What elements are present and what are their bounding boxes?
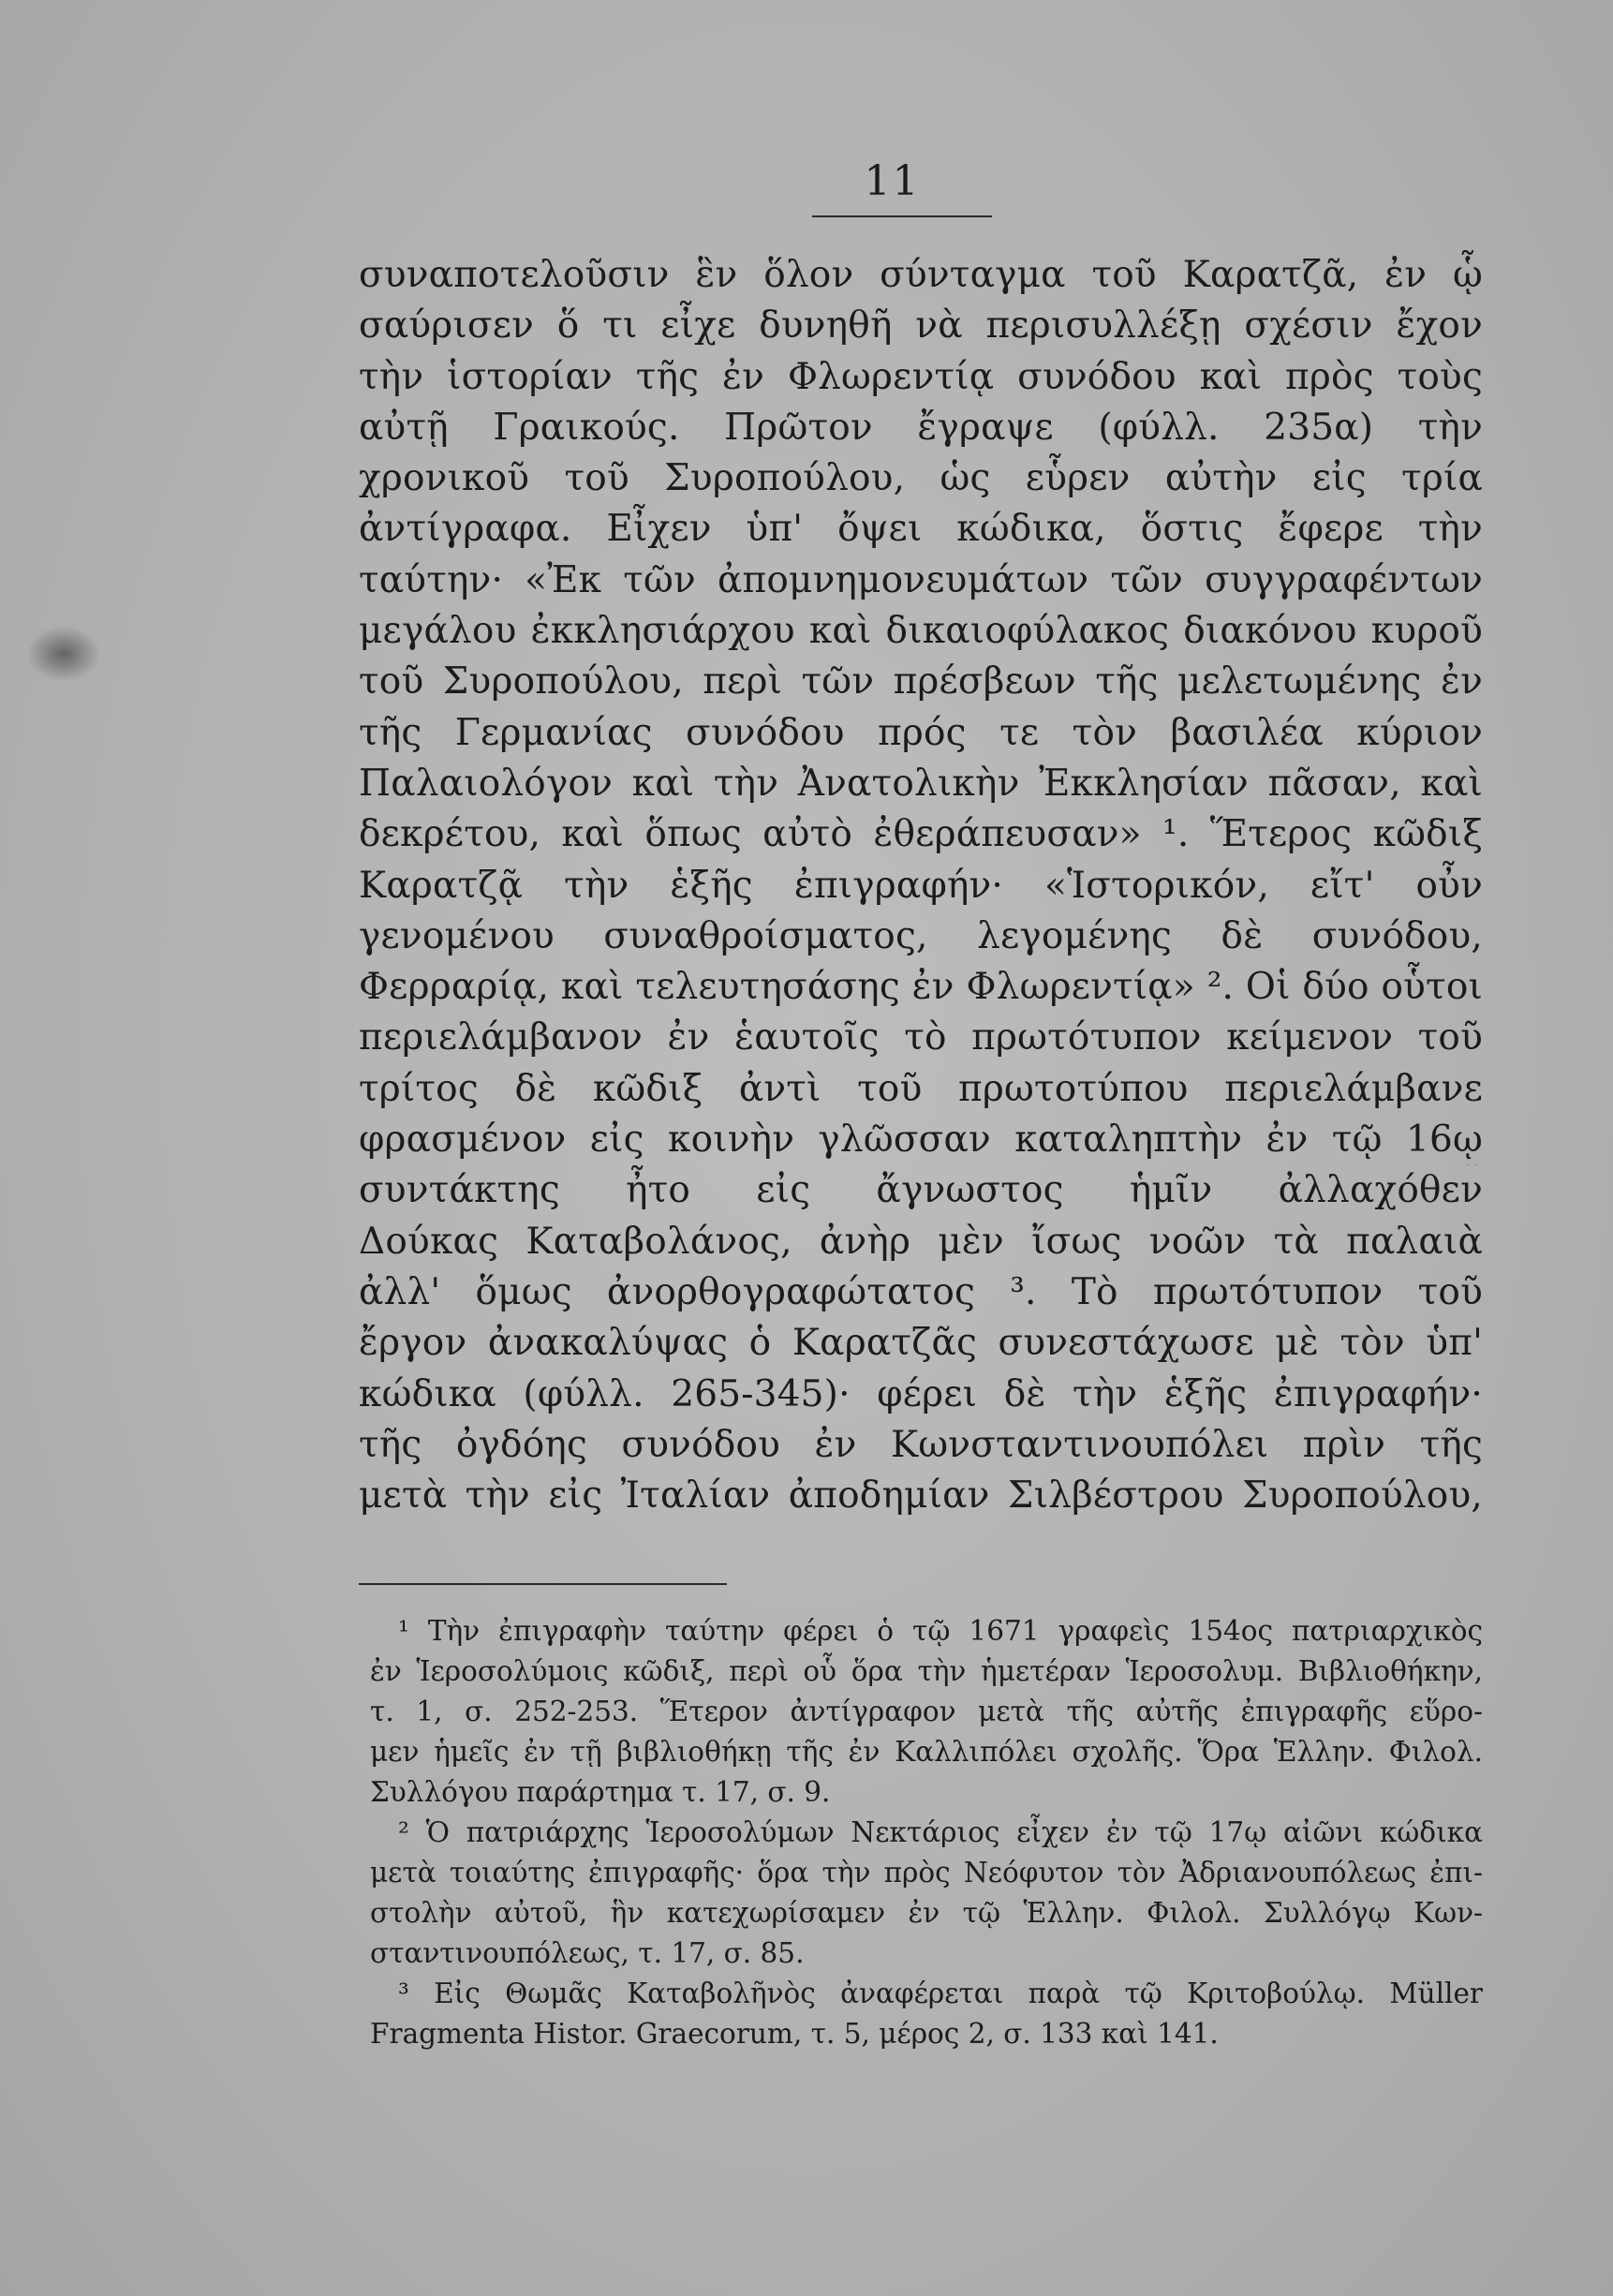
- footnote-line: μεν ἡμεῖς ἐν τῇ βιβλιοθήκῃ τῆς ἐν Καλλιπόλει σχολῆς. Ὅρα Ἑλλην. Φιλολ.: [370, 1736, 1483, 1768]
- footnote-line: τ. 1, σ. 252-253. Ἕτερον ἀντίγραφον μετὰ τῆς αὐτῆς ἐπιγραφῆς εὕρο-: [370, 1696, 1483, 1727]
- footnote-line: στολὴν αὐτοῦ, ἣν κατεχωρίσαμεν ἐν τῷ Ἑλλην. Φιλολ. Συλλόγῳ Κων-: [370, 1897, 1483, 1929]
- body-line: τρίτος δὲ κῶδιξ ἀντὶ τοῦ πρωτοτύπου περιελάμβανε: [359, 1067, 1483, 1110]
- body-line: Παλαιολόγον καὶ τὴν Ἀνατολικὴν Ἐκκλησίαν πᾶσαν, καὶ: [359, 762, 1483, 805]
- body-line: φρασμένον εἰς κοινὴν γλῶσσαν καταληπτὴν ἐν τῷ 16ῳ: [359, 1118, 1483, 1162]
- body-line: σαύρισεν ὅ τι εἶχε δυνηθῆ νὰ περισυλλέξῃ σχέσιν ἔχον: [359, 304, 1483, 348]
- body-line: δεκρέτου, καὶ ὅπως αὐτὸ ἐθεράπευσαν» ¹. Ἕτερος κῶδιξ: [359, 813, 1483, 856]
- body-line: συναποτελοῦσιν ἓν ὅλον σύνταγμα τοῦ Καρατζᾶ, ἐν ᾧ: [359, 254, 1483, 296]
- body-line: ἀλλ' ὅμως ἀνορθογραφώτατος ³. Τὸ πρωτότυπον τοῦ: [359, 1270, 1483, 1313]
- footnote-line: ¹ Τὴν ἐπιγραφὴν ταύτην φέρει ὁ τῷ 1671 γραφεὶς 154ος πατριαρχικὸς: [398, 1615, 1483, 1647]
- body-line: τῆς Γερμανίας συνόδου πρός τε τὸν βασιλέα κύριον: [359, 711, 1483, 754]
- body-line: μεγάλου ἐκκλησιάρχου καὶ δικαιοφύλακος διακόνου κυροῦ: [359, 610, 1483, 653]
- footnote-line: ² Ὁ πατριάρχης Ἱεροσολύμων Νεκτάριος εἶχεν ἐν τῷ 17ῳ αἰῶνι κώδικα: [398, 1816, 1483, 1848]
- body-line: Δούκας Καταβολάνος, ἀνὴρ μὲν ἴσως νοῶν τὰ παλαιὰ: [359, 1220, 1483, 1263]
- footnotes: [370, 1611, 1483, 2054]
- body-line: τὴν ἱστορίαν τῆς ἐν Φλωρεντίᾳ συνόδου καὶ πρὸς τοὺς: [359, 355, 1483, 398]
- body-line: ταύτην· «Ἐκ τῶν ἀπομνημονευμάτων τῶν συγγραφέντων: [359, 558, 1483, 601]
- body-line: τοῦ Συροπούλου, περὶ τῶν πρέσβεων τῆς μελετωμένης ἐν: [359, 660, 1483, 704]
- footnote-line: Fragmenta Histor. Graecorum, τ. 5, μέρος 2, σ. 133 καὶ 141.: [370, 2018, 1219, 2050]
- footnote-line: μετὰ τοιαύτης ἐπιγραφῆς· ὅρα τὴν πρὸς Νεόφυτον τὸν Ἀδριανουπόλεως ἐπι-: [370, 1857, 1483, 1889]
- page-number: 11: [864, 157, 921, 205]
- body-line: αὐτῇ Γραικούς. Πρῶτον ἔγραψε (φύλλ. 235α) τὴν: [359, 406, 1483, 449]
- ink-smudge: [26, 626, 101, 682]
- body-line: ἀντίγραφα. Εἶχεν ὑπ' ὄψει κώδικα, ὅστις ἔφερε τὴν: [359, 508, 1483, 551]
- body-line: χρονικοῦ τοῦ Συροπούλου, ὡς εὗρεν αὐτὴν εἰς τρία: [359, 457, 1483, 500]
- footnote-line: σταντινουπόλεως, τ. 17, σ. 85.: [370, 1937, 805, 1969]
- body-line: Καρατζᾷ τὴν ἑξῆς ἐπιγραφήν· «Ἱστορικόν, εἴτ' οὖν: [359, 864, 1483, 907]
- footnote-line: Συλλόγου παράρτημα τ. 17, σ. 9.: [370, 1776, 831, 1808]
- body-line: κώδικα (φύλλ. 265-345)· φέρει δὲ τὴν ἑξῆς ἐπιγραφήν·: [359, 1372, 1483, 1415]
- body-line: Φερραρίᾳ, καὶ τελευτησάσης ἐν Φλωρεντίᾳ» ². Οἱ δύο οὗτοι: [359, 966, 1483, 1009]
- body-line: ἔργον ἀνακαλύψας ὁ Καρατζᾶς συνεστάχωσε μὲ τὸν ὑπ': [359, 1322, 1483, 1365]
- footnote-rule: [359, 1583, 727, 1585]
- page-number-rule: [812, 215, 992, 217]
- footnote-line: ἐν Ἱεροσολύμοις κῶδιξ, περὶ οὗ ὅρα τὴν ἡμετέραν Ἱεροσολυμ. Βιβλιοθήκην,: [370, 1655, 1483, 1687]
- body-line: συντάκτης ἦτο εἰς ἄγνωστος ἡμῖν ἀλλαχόθεν: [359, 1169, 1483, 1212]
- body-line: γενομένου συναθροίσματος, λεγομένης δὲ συνόδου,: [359, 914, 1483, 957]
- body-line: μετὰ τὴν εἰς Ἰταλίαν ἀποδημίαν Σιλβέστρου Συροπούλου,: [359, 1474, 1483, 1518]
- body-text: [359, 250, 1483, 1521]
- footnote-line: ³ Εἰς Θωμᾶς Καταβολῆνὸς ἀναφέρεται παρὰ τῷ Κριτοβούλῳ. Müller: [398, 1978, 1483, 2009]
- body-line: περιελάμβανον ἐν ἑαυτοῖς τὸ πρωτότυπον κείμενον τοῦ: [359, 1016, 1483, 1059]
- body-line: τῆς ὀγδόης συνόδου ἐν Κωνσταντινουπόλει πρὶν τῆς: [359, 1423, 1483, 1466]
